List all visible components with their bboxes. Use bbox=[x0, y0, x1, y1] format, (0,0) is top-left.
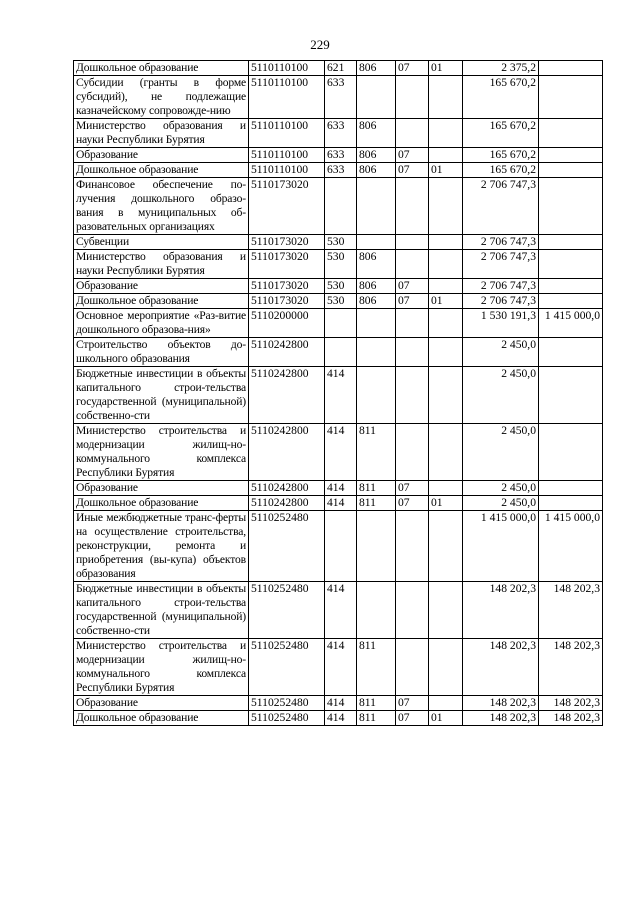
amount-cell: 148 202,3 bbox=[463, 696, 539, 711]
expense-type-cell: 633 bbox=[325, 148, 357, 163]
expense-type-cell: 414 bbox=[325, 711, 357, 726]
subsection-cell bbox=[429, 178, 463, 235]
table-row bbox=[74, 696, 603, 711]
amount-cell: 2 450,0 bbox=[463, 424, 539, 481]
target-article-cell: 5110173020 bbox=[249, 294, 325, 309]
table-row bbox=[74, 119, 603, 148]
target-article-cell: 5110173020 bbox=[249, 235, 325, 250]
row-name-cell: Дошкольное образование bbox=[74, 163, 249, 178]
row-name-cell: Дошкольное образование bbox=[74, 294, 249, 309]
expense-type-cell bbox=[325, 338, 357, 367]
expense-type-cell: 530 bbox=[325, 279, 357, 294]
federal-amount-cell bbox=[539, 294, 603, 309]
target-article-cell: 5110252480 bbox=[249, 639, 325, 696]
federal-amount-cell bbox=[539, 496, 603, 511]
table-row bbox=[74, 178, 603, 235]
expense-type-cell: 530 bbox=[325, 235, 357, 250]
section-cell: 07 bbox=[396, 163, 429, 178]
ministry-code-cell: 806 bbox=[357, 294, 396, 309]
ministry-code-cell: 811 bbox=[357, 711, 396, 726]
section-cell: 07 bbox=[396, 481, 429, 496]
amount-cell: 1 415 000,0 bbox=[463, 511, 539, 582]
row-name-cell: Дошкольное образование bbox=[74, 496, 249, 511]
section-cell bbox=[396, 367, 429, 424]
table-row bbox=[74, 367, 603, 424]
subsection-cell bbox=[429, 279, 463, 294]
federal-amount-cell bbox=[539, 250, 603, 279]
ministry-code-cell bbox=[357, 235, 396, 250]
ministry-code-cell bbox=[357, 309, 396, 338]
subsection-cell bbox=[429, 338, 463, 367]
amount-cell: 2 706 747,3 bbox=[463, 294, 539, 309]
amount-cell: 2 450,0 bbox=[463, 367, 539, 424]
target-article-cell: 5110110100 bbox=[249, 76, 325, 119]
federal-amount-cell bbox=[539, 76, 603, 119]
budget-table bbox=[73, 60, 603, 726]
federal-amount-cell bbox=[539, 279, 603, 294]
section-cell: 07 bbox=[396, 711, 429, 726]
subsection-cell bbox=[429, 639, 463, 696]
amount-cell: 2 450,0 bbox=[463, 481, 539, 496]
row-name-cell: Министерство строительства и модернизации жилищ-но-коммунального комплекса Республики Бурятия bbox=[74, 639, 249, 696]
row-name-cell: Финансовое обеспечение по-лучения дошкольного образо-вания в муниципальных об-разовательных организациях bbox=[74, 178, 249, 235]
table-row bbox=[74, 338, 603, 367]
federal-amount-cell bbox=[539, 148, 603, 163]
target-article-cell: 5110252480 bbox=[249, 582, 325, 639]
budget-table-body bbox=[74, 61, 603, 726]
expense-type-cell: 414 bbox=[325, 582, 357, 639]
ministry-code-cell bbox=[357, 367, 396, 424]
federal-amount-cell bbox=[539, 424, 603, 481]
amount-cell: 165 670,2 bbox=[463, 119, 539, 148]
federal-amount-cell bbox=[539, 163, 603, 178]
amount-cell: 148 202,3 bbox=[463, 582, 539, 639]
ministry-code-cell: 811 bbox=[357, 696, 396, 711]
row-name-cell: Бюджетные инвестиции в объекты капитального строи-тельства государственной (муниципальной) собственно-сти bbox=[74, 367, 249, 424]
ministry-code-cell bbox=[357, 511, 396, 582]
federal-amount-cell bbox=[539, 235, 603, 250]
section-cell bbox=[396, 309, 429, 338]
subsection-cell bbox=[429, 481, 463, 496]
expense-type-cell: 414 bbox=[325, 424, 357, 481]
section-cell bbox=[396, 76, 429, 119]
section-cell: 07 bbox=[396, 496, 429, 511]
federal-amount-cell bbox=[539, 119, 603, 148]
ministry-code-cell bbox=[357, 76, 396, 119]
amount-cell: 1 530 191,3 bbox=[463, 309, 539, 338]
federal-amount-cell: 1 415 000,0 bbox=[539, 309, 603, 338]
expense-type-cell bbox=[325, 309, 357, 338]
expense-type-cell: 633 bbox=[325, 163, 357, 178]
subsection-cell bbox=[429, 309, 463, 338]
row-name-cell: Дошкольное образование bbox=[74, 61, 249, 76]
amount-cell: 165 670,2 bbox=[463, 148, 539, 163]
subsection-cell bbox=[429, 235, 463, 250]
expense-type-cell: 414 bbox=[325, 481, 357, 496]
federal-amount-cell: 1 415 000,0 bbox=[539, 511, 603, 582]
ministry-code-cell: 806 bbox=[357, 148, 396, 163]
row-name-cell: Министерство строительства и модернизации жилищ-но-коммунального комплекса Республики Бурятия bbox=[74, 424, 249, 481]
amount-cell: 165 670,2 bbox=[463, 163, 539, 178]
amount-cell: 2 375,2 bbox=[463, 61, 539, 76]
row-name-cell: Образование bbox=[74, 481, 249, 496]
ministry-code-cell bbox=[357, 338, 396, 367]
target-article-cell: 5110252480 bbox=[249, 511, 325, 582]
subsection-cell bbox=[429, 250, 463, 279]
expense-type-cell bbox=[325, 511, 357, 582]
row-name-cell: Иные межбюджетные транс-ферты на осуществление строительства, реконструкции, ремонта и приобретения (вы-купа) объектов образования bbox=[74, 511, 249, 582]
row-name-cell: Субвенции bbox=[74, 235, 249, 250]
section-cell bbox=[396, 511, 429, 582]
row-name-cell: Образование bbox=[74, 696, 249, 711]
expense-type-cell: 530 bbox=[325, 250, 357, 279]
target-article-cell: 5110242800 bbox=[249, 424, 325, 481]
target-article-cell: 5110173020 bbox=[249, 250, 325, 279]
row-name-cell: Образование bbox=[74, 279, 249, 294]
expense-type-cell: 633 bbox=[325, 119, 357, 148]
subsection-cell: 01 bbox=[429, 496, 463, 511]
federal-amount-cell bbox=[539, 61, 603, 76]
target-article-cell: 5110110100 bbox=[249, 163, 325, 178]
subsection-cell bbox=[429, 119, 463, 148]
federal-amount-cell bbox=[539, 178, 603, 235]
table-row bbox=[74, 639, 603, 696]
table-row bbox=[74, 511, 603, 582]
federal-amount-cell: 148 202,3 bbox=[539, 696, 603, 711]
ministry-code-cell: 806 bbox=[357, 163, 396, 178]
target-article-cell: 5110242800 bbox=[249, 481, 325, 496]
expense-type-cell: 621 bbox=[325, 61, 357, 76]
federal-amount-cell: 148 202,3 bbox=[539, 711, 603, 726]
row-name-cell: Строительство объектов до-школьного образования bbox=[74, 338, 249, 367]
ministry-code-cell: 806 bbox=[357, 119, 396, 148]
table-row bbox=[74, 235, 603, 250]
row-name-cell: Дошкольное образование bbox=[74, 711, 249, 726]
ministry-code-cell: 806 bbox=[357, 279, 396, 294]
target-article-cell: 5110252480 bbox=[249, 696, 325, 711]
section-cell bbox=[396, 338, 429, 367]
subsection-cell: 01 bbox=[429, 163, 463, 178]
expense-type-cell: 530 bbox=[325, 294, 357, 309]
table-row bbox=[74, 481, 603, 496]
subsection-cell: 01 bbox=[429, 711, 463, 726]
table-row bbox=[74, 711, 603, 726]
target-article-cell: 5110242800 bbox=[249, 496, 325, 511]
row-name-cell: Образование bbox=[74, 148, 249, 163]
ministry-code-cell bbox=[357, 582, 396, 639]
row-name-cell: Субсидии (гранты в форме субсидий), не подлежащие казначейскому сопровожде-нию bbox=[74, 76, 249, 119]
row-name-cell: Бюджетные инвестиции в объекты капитального строи-тельства государственной (муниципальной) собственно-сти bbox=[74, 582, 249, 639]
ministry-code-cell bbox=[357, 178, 396, 235]
amount-cell: 2 450,0 bbox=[463, 338, 539, 367]
expense-type-cell: 633 bbox=[325, 76, 357, 119]
subsection-cell bbox=[429, 582, 463, 639]
row-name-cell: Основное мероприятие «Раз-витие дошкольного образова-ния» bbox=[74, 309, 249, 338]
amount-cell: 2 706 747,3 bbox=[463, 279, 539, 294]
target-article-cell: 5110242800 bbox=[249, 338, 325, 367]
table-row bbox=[74, 279, 603, 294]
subsection-cell bbox=[429, 367, 463, 424]
table-row bbox=[74, 424, 603, 481]
amount-cell: 2 706 747,3 bbox=[463, 250, 539, 279]
target-article-cell: 5110110100 bbox=[249, 61, 325, 76]
page-number: 229 bbox=[310, 37, 330, 52]
target-article-cell: 5110242800 bbox=[249, 367, 325, 424]
table-row bbox=[74, 148, 603, 163]
section-cell bbox=[396, 639, 429, 696]
expense-type-cell: 414 bbox=[325, 696, 357, 711]
federal-amount-cell bbox=[539, 367, 603, 424]
section-cell bbox=[396, 424, 429, 481]
section-cell: 07 bbox=[396, 148, 429, 163]
amount-cell: 148 202,3 bbox=[463, 711, 539, 726]
amount-cell: 148 202,3 bbox=[463, 639, 539, 696]
subsection-cell bbox=[429, 696, 463, 711]
ministry-code-cell: 811 bbox=[357, 424, 396, 481]
ministry-code-cell: 811 bbox=[357, 496, 396, 511]
target-article-cell: 5110110100 bbox=[249, 119, 325, 148]
federal-amount-cell bbox=[539, 481, 603, 496]
target-article-cell: 5110252480 bbox=[249, 711, 325, 726]
ministry-code-cell: 806 bbox=[357, 250, 396, 279]
section-cell bbox=[396, 178, 429, 235]
table-row bbox=[74, 163, 603, 178]
section-cell: 07 bbox=[396, 696, 429, 711]
target-article-cell: 5110173020 bbox=[249, 279, 325, 294]
federal-amount-cell: 148 202,3 bbox=[539, 639, 603, 696]
ministry-code-cell: 811 bbox=[357, 639, 396, 696]
table-row bbox=[74, 309, 603, 338]
table-row bbox=[74, 496, 603, 511]
ministry-code-cell: 811 bbox=[357, 481, 396, 496]
section-cell bbox=[396, 582, 429, 639]
section-cell bbox=[396, 119, 429, 148]
subsection-cell: 01 bbox=[429, 294, 463, 309]
table-row bbox=[74, 250, 603, 279]
federal-amount-cell: 148 202,3 bbox=[539, 582, 603, 639]
subsection-cell bbox=[429, 76, 463, 119]
subsection-cell: 01 bbox=[429, 61, 463, 76]
expense-type-cell: 414 bbox=[325, 496, 357, 511]
table-row bbox=[74, 582, 603, 639]
section-cell: 07 bbox=[396, 294, 429, 309]
row-name-cell: Министерство образования и науки Республики Бурятия bbox=[74, 119, 249, 148]
target-article-cell: 5110200000 bbox=[249, 309, 325, 338]
expense-type-cell: 414 bbox=[325, 367, 357, 424]
table-row bbox=[74, 76, 603, 119]
subsection-cell bbox=[429, 424, 463, 481]
section-cell: 07 bbox=[396, 61, 429, 76]
expense-type-cell: 414 bbox=[325, 639, 357, 696]
target-article-cell: 5110173020 bbox=[249, 178, 325, 235]
federal-amount-cell bbox=[539, 338, 603, 367]
amount-cell: 2 450,0 bbox=[463, 496, 539, 511]
section-cell bbox=[396, 235, 429, 250]
section-cell bbox=[396, 250, 429, 279]
expense-type-cell bbox=[325, 178, 357, 235]
amount-cell: 165 670,2 bbox=[463, 76, 539, 119]
subsection-cell bbox=[429, 511, 463, 582]
target-article-cell: 5110110100 bbox=[249, 148, 325, 163]
amount-cell: 2 706 747,3 bbox=[463, 178, 539, 235]
row-name-cell: Министерство образования и науки Республики Бурятия bbox=[74, 250, 249, 279]
amount-cell: 2 706 747,3 bbox=[463, 235, 539, 250]
table-row bbox=[74, 61, 603, 76]
subsection-cell bbox=[429, 148, 463, 163]
table-row bbox=[74, 294, 603, 309]
ministry-code-cell: 806 bbox=[357, 61, 396, 76]
section-cell: 07 bbox=[396, 279, 429, 294]
